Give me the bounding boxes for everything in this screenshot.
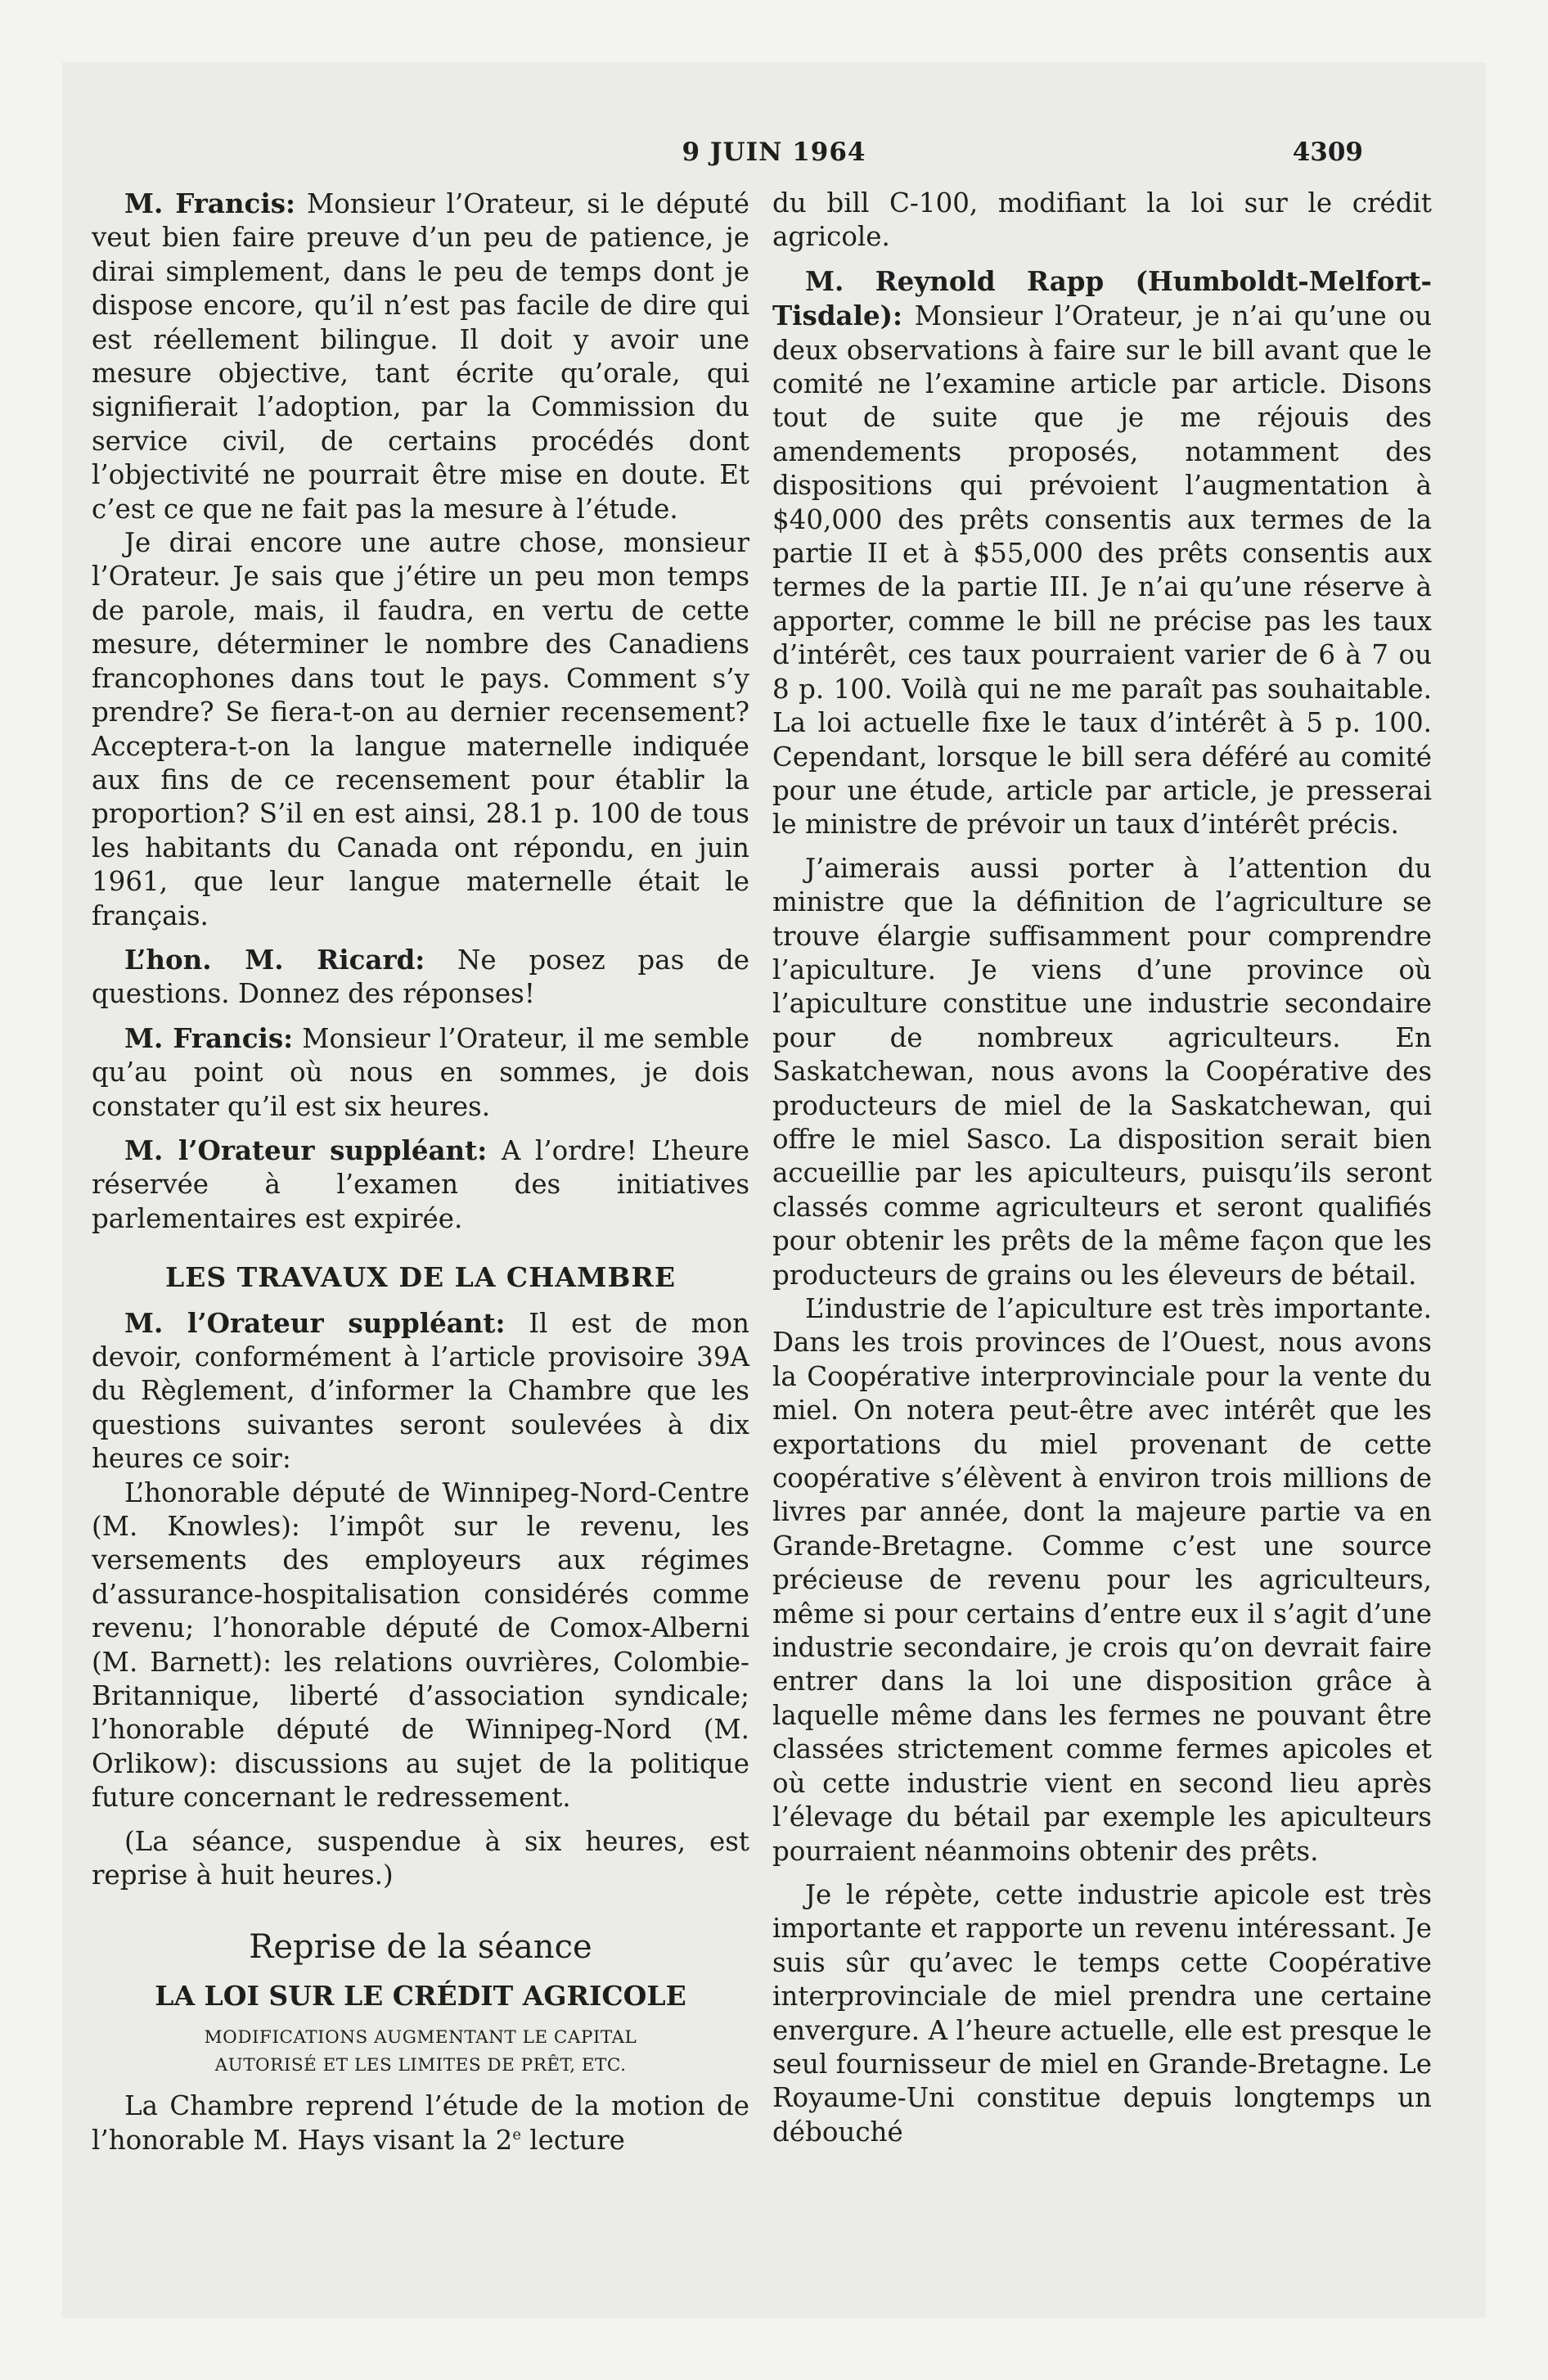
paragraph: (La séance, suspendue à six heures, est reprise à huit heures.) (92, 1825, 749, 1891)
speaker-name: L’hon. M. Ricard: (124, 943, 425, 976)
page-number: 4309 (1292, 137, 1363, 167)
speaker-name: M. l’Orateur suppléant: (124, 1306, 506, 1339)
header-date: 9 JUIN 1964 (682, 137, 866, 167)
section-heading: Reprise de la séance (249, 1927, 592, 1966)
paragraph: L’industrie de l’apiculture est très importante. Dans les trois provinces de l’Ouest, nous avons la Coopérative interprovinciale pour la vente du miel. On notera peut-être avec intérêt que les exportations du miel provenant de cette coopérative s’élèvent à environ trois millions de livres par année, dont la majeure partie va en Grande-Bretagne. Comme c’est une source précieuse de revenu pour les agriculteurs, même si pour certains d’entre eux il s’agit d’une industrie secondaire, je crois qu’on devrait faire entrer dans la loi une disposition grâce à laquelle même dans les fermes ne pouvant être classées strictement comme fermes apicoles et où cette industrie vient en second lieu après l’élevage du bétail par exemple les apiculteurs pourraient néanmoins obtenir des prêts. (772, 1293, 1432, 1867)
paragraph: M. Francis: Monsieur l’Orateur, il me semble qu’au point où nous en sommes, je dois constater qu’il est six heures. (92, 1021, 749, 1122)
paragraph: M. Reynold Rapp (Humboldt-Melfort-Tisdale): Monsieur l’Orateur, je n’ai qu’une ou deux observations à faire sur le bill avant que le comité ne l’examine article par article. Disons tout de suite que je me réjouis des amendements proposés, notamment des dispositions qui prévoient l’augmentation à $40,000 des prêts consentis aux termes de la partie II et à $55,000 des prêts consentis aux termes de la partie III. Je n’ai qu’une réserve à apporter, comme le bill ne précise pas les taux d’intérêt, ces taux pourraient varier de 6 à 7 ou 8 p. 100. Voilà qui ne me paraît pas souhaitable. La loi actuelle fixe le taux d’intérêt à 5 p. 100. Cependant, lorsque le bill sera déféré au comité pour une étude, article par article, je presserai le ministre de prévoir un taux d’intérêt précis. (772, 264, 1432, 841)
speaker-name: M. Reynold Rapp (Humboldt-Melfort-Tisdale): (772, 264, 1432, 332)
speaker-name: M. Francis: (124, 187, 295, 219)
page (62, 62, 1486, 2318)
paragraph: Je dirai encore une autre chose, monsieur l’Orateur. Je sais que j’étire un peu mon temps de parole, mais, il faudra, en vertu de cette mesure, déterminer le nombre des Canadiens francophones dans tout le pays. Comment s’y prendre? Se fiera-t-on au dernier recensement? Acceptera-t-on la langue maternelle indiquée aux fins de ce recensement pour établir la proportion? S’il en est ainsi, 28.1 p. 100 de tous les habitants du Canada ont répondu, en juin 1961, que leur langue maternelle était le français. (92, 527, 749, 931)
speaker-name: M. l’Orateur suppléant: (124, 1134, 488, 1166)
page-header (62, 137, 1486, 178)
paragraph: Je le répète, cette industrie apicole est très importante et rapporte un revenu intéressant. Je suis sûr qu’avec le temps cette Coopérative interprovinciale de miel prendra une certaine envergure. A l’heure actuelle, elle est presque le seul fournisseur de miel en Grande-Bretagne. Le Royaume-Uni constitue depuis longtemps un débouché (772, 1878, 1432, 2148)
paragraph: L’honorable député de Winnipeg-Nord-Centre (M. Knowles): l’impôt sur le revenu, les versements des employeurs aux régimes d’assurance-hospitalisation considérés comme revenu; l’honorable député de Comox-Alberni (M. Barnett): les relations ouvrières, Colombie-Britannique, liberté d’association syndicale; l’honorable député de Winnipeg-Nord (M. Orlikow): discussions au sujet de la politique future concernant le redressement. (92, 1476, 749, 1814)
section-heading: LES TRAVAUX DE LA CHAMBRE (165, 1261, 676, 1294)
paragraph: du bill C-100, modifiant la loi sur le crédit agricole. (772, 187, 1432, 253)
paragraph: M. l’Orateur suppléant: Il est de mon devoir, conformément à l’article provisoire 39A du Règlement, d’informer la Chambre que les questions suivantes seront soulevées à dix heures ce soir: (92, 1306, 749, 1475)
subheading: MODIFICATIONS AUGMENTANT LE CAPITAL AUTORISÉ ET LES LIMITES DE PRÊT, ETC. (204, 2027, 637, 2076)
paragraph: La Chambre reprend l’étude de la motion de l’honorable M. Hays visant la 2e lecture (92, 2090, 749, 2156)
paragraph: J’aimerais aussi porter à l’attention du ministre que la définition de l’agriculture se trouve élargie suffisamment pour comprendre l’apiculture. Je viens d’une province où l’apiculture constitue une industrie secondaire pour de nombreux agriculteurs. En Saskatchewan, nous avons la Coopérative des producteurs de miel de la Saskatchewan, qui offre le miel Sasco. La disposition serait bien accueillie par les apiculteurs, puisqu’ils seront classés comme agriculteurs et seront qualifiés pour obtenir les prêts de la même façon que les producteurs de grains ou les éleveurs de bétail. (772, 852, 1432, 1291)
paragraph: L’hon. M. Ricard: Ne posez pas de questions. Donnez des réponses! (92, 943, 749, 1010)
paragraph: M. Francis: Monsieur l’Orateur, si le député veut bien faire preuve d’un peu de patience, je dirai simplement, dans le peu de temps dont je dispose encore, qu’il n’est pas facile de dire qui est réellement bilingue. Il doit y avoir une mesure objective, tant écrite qu’orale, qui signifierait l’adoption, par la Commission du service civil, de certains procédés dont l’objectivité ne pourrait être mise en doute. Et c’est ce que ne fait pas la mesure à l’étude. (92, 187, 749, 525)
left-column (92, 187, 749, 2157)
paragraph: M. l’Orateur suppléant: A l’ordre! L’heure réservée à l’examen des initiatives parlementaires est expirée. (92, 1134, 749, 1234)
section-heading: LA LOI SUR LE CRÉDIT AGRICOLE (155, 1979, 686, 2012)
right-column (772, 187, 1432, 2149)
speaker-name: M. Francis: (124, 1021, 294, 1054)
